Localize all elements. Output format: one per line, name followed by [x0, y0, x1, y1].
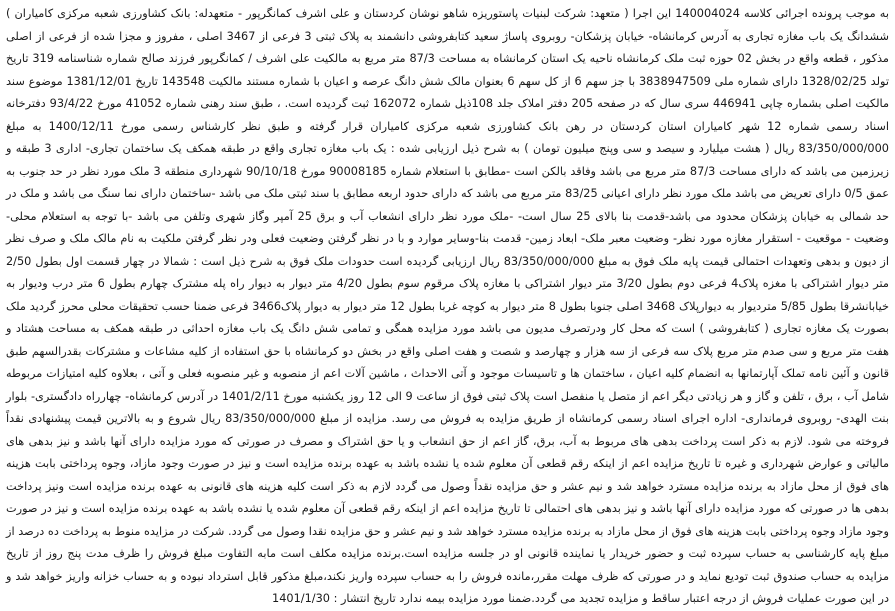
notice-body-text: به موجب پرونده اجرائی کلاسه 140004024 این اجرا ( متعهد: شرکت لبنیات پاستوریزه شاهو نوشان کردستان و علی اشرف کمانگرپور - متعهدله: بانک کشاورزی شعبه مرکزی کامیاران ) ششدانگ یک باب مغازه تجاری به آدرس کرمانشاه- خیابان پزشکان- روبروی پاساژ سعید کتابفروشی دانشمند به پلاک ثبتی 3 فرعی از 3467 اصلی ، مفروز و مجزا شده از فرعی از اصلی مذکور ، قطعه واقع در بخش 02 حوزه ثبت ملک کرمانشاه ناحیه یک استان کرمانشاه به مساحت 87/3 متر مربع به مالکیت علی اشرف / کمانگرپور فرزند صالح شماره شناسنامه 319 تاریخ تولد 1328/02/25 دارای شماره ملی 3838947509 با جز سهم 6 از کل سهم 6 بعنوان مالک شش دانگ عرصه و اعیان با شماره مستند مالکیت 143548 تاریخ 1381/12/01 موضوع سند مالکیت اصلی بشماره چاپی 446941 سری سال که در صفحه 205 دفتر املاک جلد 108ذیل شماره 162072 ثبت گردیده است. ، طبق سند رهنی شماره 41052 مورخ 93/4/22 دفترخانه اسناد رسمی شماره 12 شهر کامیاران استان کردستان در رهن بانک کشاورزی شعبه مرکزی کامیاران قرار گرفته و طبق نظر کارشناس رسمی مورخ 1400/12/11 به مبلغ 83/350/000/000 ریال ( هشت میلیارد و سیصد و سی وپنج میلیون تومان ) به شرح ذیل ارزیابی شده : یک باب مغازه تجاری واقع در طبقه همکف یک ساختمان تجاری- اداری 3 طبقه و زیرزمین می باشد که دارای مساحت 87/3 متر مربع می باشد وفاقد بالکن است -مطابق با استعلام شماره 90008185 مورخ 90/10/18 شهرداری منطقه 3 ملک مورد نظر در حد جنوب به عمق 0/5 دارای تعریض می باشد ملک مورد نظر دارای اعیانی 83/25 متر مربع می باشد که دارای حدود اربعه مطابق با سند ثبتی ملک می باشد -ساختمان دارای نما سنگ می باشد و ملک در حد شمالی به خیابان پزشکان محدود می باشد-قدمت بنا بالای 25 سال است- -ملک مورد نظر دارای انشعاب آب و برق 25 آمپر وگاز شهری وتلفن می باشد -با توجه به استعلام محلی- وضعیت - موقعیت - استقرار مغازه مورد نظر- وضعیت معبر ملک- ابعاد زمین- قدمت بنا-وسایر موارد و با در نظر گرفتن وضعیت فعلی ودر نظر گرفتن ملکیت به نام مالک ملک و صرف نظر از دیون و بدهی وتعهدات احتمالی قیمت پایه ملک فوق به مبلغ 83/350/000/000 ریال ارزیابی گردیده است حدودات ملک فوق به شرح ذیل است : شمالا در چهار قسمت اول بطول 2/50 متر دیوار اشتراکی با مغزه پلاک4 فرعی دوم بطول 3/20 متر دیوار اشتراکی با مغازه پلاک مرقوم سوم بطول 4/20 متر دیوار به دیوار راه پله مشترک چهارم بطول 6 متر درب ودیوار به خیابانشرقا بطول 5/85 متردیوار به دیوارپلاک 3468 اصلی جنوبا بطول 8 متر دیوار به کوچه غربا بطول 12 متر دیوار به دیوار پلاک3466 فرعی ضمنا حسب تحقیقات محلی محرز گردید ملک بصورت یک مغازه تجاری ( کتابفروشی ) است که محل کار ودرتصرف مدیون می باشد مورد مزایده همگی و تمامی شش دانگ یک باب مغازه احداثی در طبقه همکف به مساحت هشتاد و هفت متر مربع و سی صدم متر مربع پلاک سه فرعی از سه هزار و چهارصد و شصت و هفت اصلی واقع در بخش دو کرمانشاه با حق استفاده از کلیه مشاعات و مشترکات بقدرالسهم طبق قانون و آئین نامه تملک آپارتمانها به انضمام کلیه اعیان ، ساختمان ها و تاسیسات موجود و آتی الاحداث ، ماشین آلات اعم از منصوبه و غیر منصوبه فعلی و آتی ، بعلاوه کلیه امتیازات مربوطه شامل آب ، برق ، تلفن و گاز و هر زیادتی دیگر اعم از متصل یا منفصل است پلاک ثبتی فوق از ساعت 9 الی 12 روز یکشنبه مورخ 1401/2/11 در آدرس کرمانشاه- چهارراه دادگستری- بلوار بنت الهدی- روبروی فرمانداری- اداره اجرای اسناد رسمی کرمانشاه از طریق مزایده به فروش می رسد. مزایده از مبلغ 83/350/000/000 ریال شروع و به بالاترین قیمت پیشنهادی نقداً فروخته می شود. لازم به ذکر است پرداخت بدهی های مربوط به آب، برق، گاز اعم از حق انشعاب و یا حق اشتراک و مصرف در صورتی که مورد مزایده دارای آنها باشد و نیز بدهی های مالیاتی و عوارض شهرداری و غیره تا تاریخ مزایده اعم از اینکه رقم قطعی آن معلوم شده یا نشده باشد به عهده برنده مزایده است و نیز در صورت وجود مازاد، وجوه پرداختی بابت هزینه های فوق از محل مازاد به برنده مزایده مسترد خواهد شد و نیم عشر و حق مزایده نقداً وصول می گردد لازم به ذکر است کلیه هزینه های قانونی به عهده برنده مزایده است ونیز پرداخت بدهی ها در صورتی که مورد مزایده دارای آنها باشد و نیز بدهی های احتمالی تا تاریخ مزایده اعم از اینکه رقم قطعی آن معلوم شده یا نشده باشد به عهده برنده مزایده است و نیز در صورت وجود مازاد وجوه پرداختی بابت هزینه های فوق از محل مازاد به برنده مزایده مسترد خواهد شد و نیم عشر و حق مزایده نقدا وصول می گردد. شرکت در مزایده منوط به پرداخت ده درصد از مبلغ پایه کارشناسی به حساب سپرده ثبت و حضور خریدار یا نماینده قانونی او در جلسه مزایده است.برنده مزایده مکلف است مابه التفاوت مبلغ فروش را ظرف مدت پنج روز از تاریخ مزایده به حساب صندوق ثبت توديع نمايد و در صورتی که ظرف مهلت مقرر،مانده فروش را به حساب سپرده واریز نکند،مبلغ مذکور قابل استرداد نبوده و به حساب خزانه واریز خواهد شد و در این صورت عملیات فروش از درجه اعتبار ساقط و مزایده تجدید می گردد.ضمنا مورد مزایده بیمه ندارد تاریخ انتشار : 1401/1/30	[6, 7, 890, 605]
